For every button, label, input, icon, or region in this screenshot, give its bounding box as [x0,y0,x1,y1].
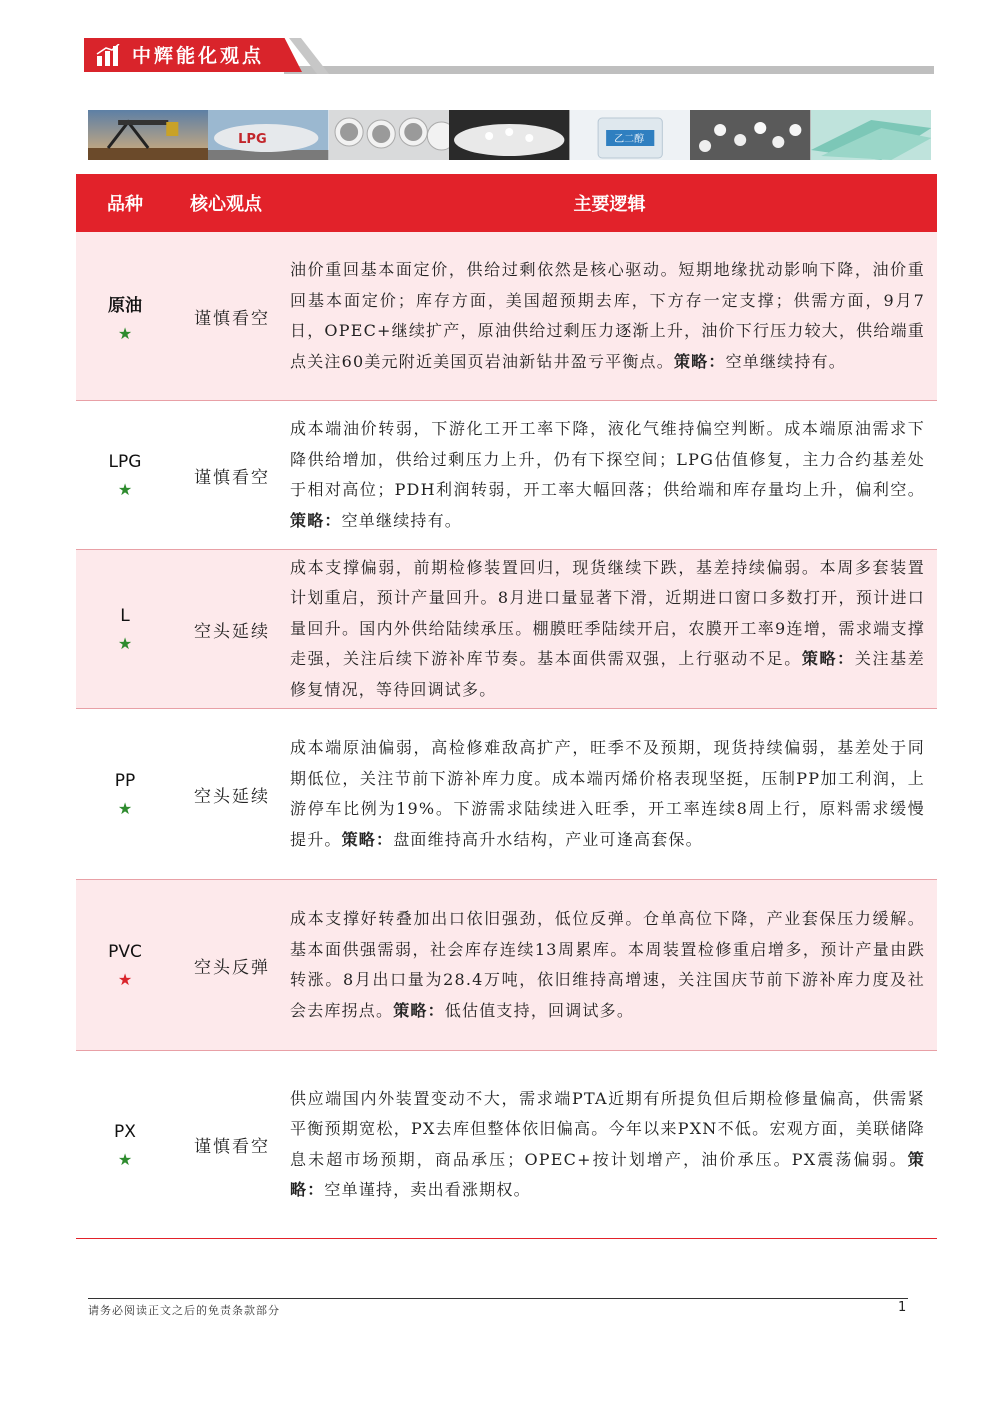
main-logic: 成本端原油偏弱，高检修难敌高扩产，旺季不及预期，现货持续偏弱，基差处于同期低位，关注节前下游补库力度。成本端丙烯价格表现坚挺，压制PP加工利润，上游停车比例为19%。下游需求陆续进入旺季，开工率连续8周上行，原料需求缓慢提升。策略：盘面维持高升水结构，产业可逢高套保。 [290,738,925,849]
kind-name: PP [114,771,136,791]
header-logic: 主要逻辑 [573,194,646,215]
header-band [284,66,934,74]
table-row [76,880,937,1051]
star-icon: ★ [117,799,133,818]
kind-name: PX [114,1121,136,1142]
report-header [84,38,934,78]
lpg-tank-image [208,110,328,160]
star-icon: ★ [117,480,133,499]
table-row [76,709,937,880]
svg-text:LPG: LPG [238,132,268,147]
core-view: 谨慎看空 [194,308,270,329]
plastic-pellets-image [449,110,569,160]
product-banner [88,110,931,160]
glass-sheets-image [811,110,931,160]
header-view: 核心观点 [190,194,262,215]
star-icon: ★ [117,634,133,653]
table-row [76,550,937,709]
main-logic: 供应端国内外装置变动不大，需求端PTA近期有所提负但后期检修量偏高，供需紧平衡预期宽松，PX去库但整体依旧偏高。今年以来PXN不低。宏观方面，美联储降息未超市场预期，商品承压；OPEC+按计划增产，油价承压。PX震荡偏弱。策略：空单谨持，卖出看涨期权。 [290,1088,925,1199]
core-view: 空头反弹 [194,957,270,978]
main-logic: 油价重回基本面定价，供给过剩依然是核心驱动。短期地缘扰动影响下降，油价重回基本面定价；库存方面，美国超预期去库，下方存一定支撑；供需方面，9月7日，OPEC+继续扩产，原油供给过剩压力逐渐上升，油价下行压力较大，供给端重点关注60美元附近美国页岩油新钻井盈亏平衡点。策略：空单继续持有。 [290,260,925,371]
kind-name: L [120,606,130,626]
main-logic: 成本支撑偏弱，前期检修装置回归，现货继续下跌，基差持续偏弱。本周多套装置计划重启，预计产量回升。8月进口量显著下滑，近期进口窗口多数打开，预计进口量回升。国内外供给陆续承压。棚膜旺季陆续开启，农膜开工率9连增，需求端支撑走强，关注后续下游补库节奏。基本面供需双强，上行驱动不足。策略：关注基差修复情况，等待回调试多。 [290,557,925,699]
core-view: 空头延续 [194,621,270,642]
svg-text:乙二醇: 乙二醇 [613,134,644,145]
main-logic: 成本端油价转弱，下游化工开工率下降，液化气维持偏空判断。成本端原油需求下降供给增加，供给过剩压力上升，仍有下探空间；LPG估值修复，主力合约基差处于相对高位；PDH利润转弱，开工率大幅回落；供给端和库存量均上升，偏利空。策略：空单继续持有。 [290,419,925,530]
core-view: 谨慎看空 [194,467,270,488]
core-view: 谨慎看空 [194,1137,270,1157]
chemical-bottle-image [570,110,690,160]
header-kind: 品种 [107,194,143,215]
footer-divider [88,1298,908,1299]
table-row [76,401,937,550]
core-view: 空头延续 [194,786,270,807]
oil-pump-image [88,110,208,160]
star-icon: ★ [117,323,133,343]
page-number: 1 [898,1300,907,1315]
table-row [76,1051,937,1239]
table-header [76,174,937,232]
main-logic: 成本支撑好转叠加出口依旧强劲，低位反弹。仓单高位下降，产业套保压力缓解。基本面供强需弱，社会库存连续13周累库。本周装置检修重启增多，预计产量由跌转涨。8月出口量为28.4万吨，依旧维持高增速，关注国庆节前下游补库力度及社会去库拐点。策略：低估值支持，回调试多。 [290,909,925,1020]
pvc-pipes-image [329,110,449,160]
report-title: 中辉能化观点 [132,45,265,67]
kind-name: 原油 [108,295,142,316]
table-row [76,232,937,401]
kind-name: LPG [108,452,142,472]
bar-chart-logo-icon [96,44,120,66]
viewpoint-table [76,174,937,1239]
star-icon: ★ [117,970,133,989]
disclaimer-note: 请务必阅读正文之后的免责条款部分 [88,1304,280,1317]
star-icon: ★ [117,1149,133,1169]
white-granules-image [690,110,810,160]
kind-name: PVC [108,942,142,962]
